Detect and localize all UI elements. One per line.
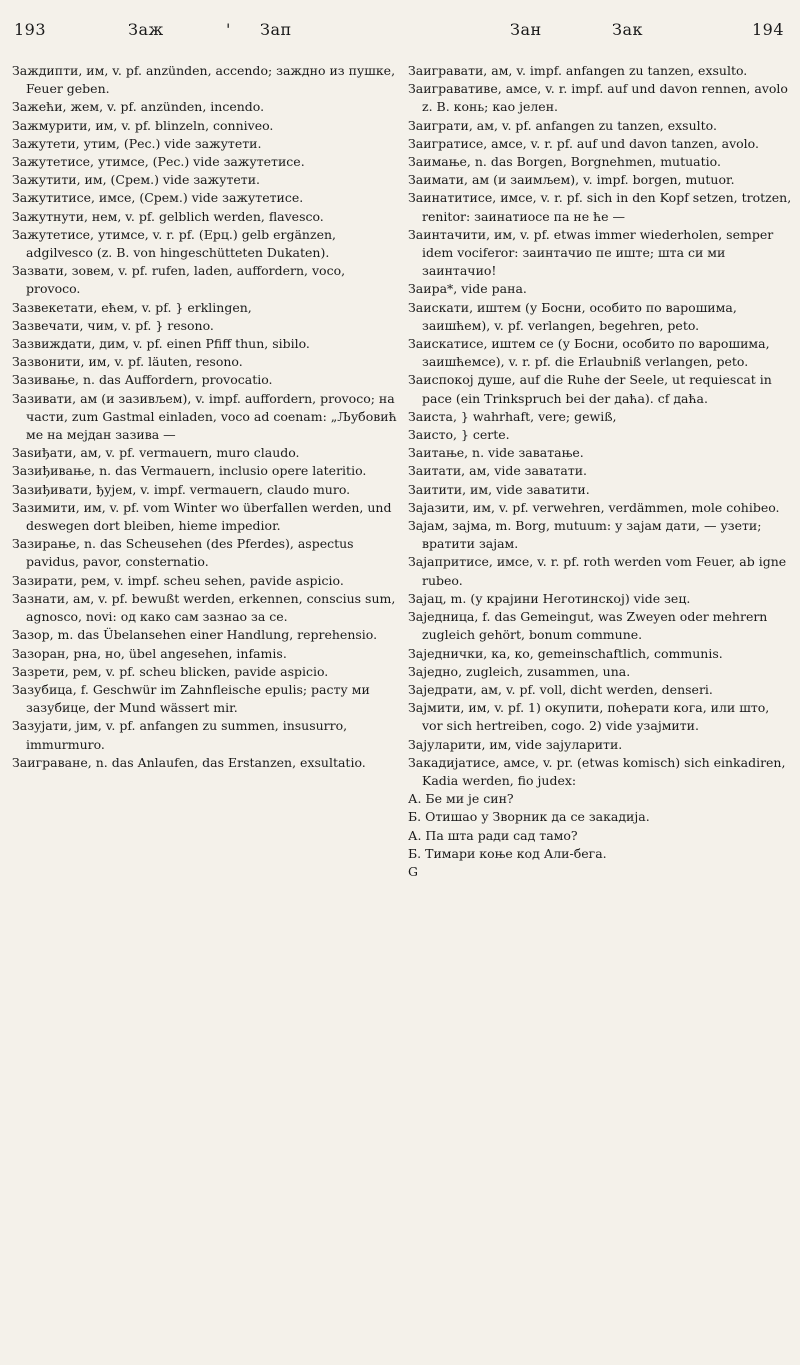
left-header-word-end: Зап: [260, 20, 292, 39]
dictionary-entry: А. Па шта ради сад тамо?: [408, 827, 578, 843]
dictionary-entry: Зазуjати, jим, v. pf. anfangen zu summen, insusurro, immurmuro.: [12, 718, 348, 752]
dictionary-entry: Зазирање, n. das Scheusehen (des Pferdes), aspectus pavidus, pavor, consternatio.: [12, 536, 354, 570]
dictionary-entry: Заиграти, ам, v. pf. anfangen zu tanzen, exsulto.: [408, 117, 717, 133]
dictionary-entry: Зазвекетати, ећем, v. pf. } erklingen,: [12, 299, 252, 315]
dictionary-entry: Зажутети, утим, (Рес.) vide зажутети.: [12, 135, 262, 151]
dictionary-entry: Заиграване, n. das Anlaufen, das Erstanzen, exsultatio.: [12, 754, 366, 770]
dictionary-entry: Зажутити, им, (Срем.) vide зажутети.: [12, 172, 261, 188]
dictionary-entry: Зажутитисе, имсе, (Срем.) vide зажутетисе.: [12, 190, 304, 206]
dictionary-entry: Зазоран, рна, но, übel angesehen, infamis.: [12, 645, 287, 661]
dictionary-entry: Заискатисе, иштем се (у Босни, особито по варошима, заишћемсе), v. r. pf. die Erlaubniß verlangen, peto.: [408, 336, 770, 370]
dictionary-entry: Заира*, vide рана.: [408, 281, 527, 297]
dictionary-entry: Зазимити, им, v. pf. vom Winter wo überfallen werden, und deswegen dort bleiben, hieme impedior.: [12, 499, 392, 534]
dictionary-entry: Заисто, } certe.: [408, 427, 510, 443]
dictionary-entry: Заждипти, им, v. pf. anzünden, accendo; заждно из пушке, Feuer geben.: [12, 63, 396, 97]
dictionary-entry: Заитити, им, vide заватити.: [408, 481, 590, 497]
dictionary-entry: Заjеднички, ка, ко, gemeinschaftlich, communis.: [408, 645, 723, 661]
dictionary-entry: Заитати, ам, vide заватати.: [408, 463, 588, 479]
dictionary-entry: Заjедница, f. das Gemeingut, was Zweyen oder mehrern zugleich gehört, bonum commune.: [408, 609, 768, 643]
right-column: [408, 62, 793, 1350]
left-column: [12, 62, 397, 1350]
dictionary-entry: Заjедно, zugleich, zusammen, una.: [408, 663, 631, 679]
dictionary-entry: Заjуларити, им, vide заjуларити.: [408, 736, 623, 752]
left-header-word-start: Заж: [128, 20, 164, 39]
dictionary-entry: Зазирати, рем, v. impf. scheu sehen, pavide aspicio.: [12, 572, 344, 588]
dictionary-entry: Зазвиждати, дим, v. pf. einen Pfiff thun, sibilo.: [12, 336, 310, 352]
dictionary-entry: Зажутетисе, утимсе, (Рес.) vide зажутетисе.: [12, 154, 305, 170]
dictionary-entry: Зазор, m. das Übelansehen einer Handlung, reprehensio.: [12, 627, 378, 643]
dictionary-entry: Заимати, ам (и заимљем), v. impf. borgen, mutuor.: [408, 172, 735, 188]
dictionary-entry: Заимање, n. das Borgen, Borgnehmen, mutuatio.: [408, 154, 721, 170]
dictionary-entry: Заѕиђати, ам, v. pf. vermauern, muro claudo.: [12, 445, 300, 461]
dictionary-entry: Зазвечати, чим, v. pf. } resono.: [12, 317, 214, 333]
right-header-word-start: Зан: [510, 20, 542, 39]
dictionary-entry: Заитање, n. vide заватање.: [408, 445, 584, 461]
dictionary-entry: Зажутетисе, утимсе, v. r. pf. (Ерц.) gelb ergänzen, adgilvesco (z. B. von hingeschütteten Dukaten).: [12, 226, 336, 261]
dictionary-entry: Зазрети, рем, v. pf. scheu blicken, pavide aspicio.: [12, 663, 329, 679]
dictionary-entry: G: [408, 863, 418, 879]
dictionary-entry: Зазиђивање, n. das Vermauern, inclusio opere lateritio.: [12, 463, 367, 479]
dictionary-entry: Заjмити, им, v. pf. 1) окупити, поћерати кога, или што, vor sich hertreiben, cogo. 2) vide узаjмити.: [408, 700, 770, 734]
dictionary-entry: Заиста, } wahrhaft, vere; gewiß,: [408, 408, 617, 424]
dictionary-entry: Зажећи, жем, v. pf. anzünden, incendo.: [12, 99, 265, 115]
dictionary-entry: Заjапритисе, имсе, v. r. pf. roth werden vom Feuer, ab igne rubeo.: [408, 554, 787, 588]
dictionary-entry: Зажутнути, нем, v. pf. gelblich werden, flavesco.: [12, 208, 324, 224]
left-header-mark: ': [226, 20, 231, 39]
dictionary-entry: Зазивање, n. das Auffordern, provocatio.: [12, 372, 273, 388]
left-page-number: 193: [14, 20, 47, 39]
dictionary-entry: Зазубица, f. Geschwür im Zahnfleische epulis; расту ми зазубице, der Mund wässert mir.: [12, 681, 370, 716]
dictionary-entry: А. Бе ми је син?: [408, 791, 514, 807]
dictionary-entry: Заинатитисе, имсе, v. r. pf. sich in den Kopf setzen, trotzen, renitor: заинатиосе па не ће —: [408, 190, 792, 224]
page-header: [0, 0, 800, 58]
dictionary-entry: Заjазити, им, v. pf. verwehren, verdämmen, mole cohibeo.: [408, 499, 780, 515]
dictionary-entry: Зазвонити, им, v. pf. läuten, resono.: [12, 354, 243, 370]
dictionary-entry: Зазнати, ам, v. pf. bewußt werden, erkennen, conscius sum, agnosco, novi: од како сам зазнао за се.: [12, 590, 396, 625]
dictionary-entry: Зазивати, ам (и зазивљем), v. impf. auffordern, provoco; на части, zum Gastmal einladen, voco ad coenam: „Љубовић ме на меjдан зазива —: [12, 390, 397, 443]
dictionary-entry: Зазвати, зовем, v. pf. rufen, laden, auffordern, voco, provoco.: [12, 263, 346, 297]
right-header-word-end: Зак: [612, 20, 644, 39]
dictionary-entry: Зазиђивати, ђуjем, v. impf. vermauern, claudo muro.: [12, 481, 351, 497]
dictionary-entry: Заjам, заjма, m. Borg, mutuum: у заjам дати, — узети; вратити заjам.: [408, 518, 762, 552]
dictionary-entry: Заискати, иштем (у Босни, особито по варошима, заишћем), v. pf. verlangen, begehren, peto.: [408, 299, 737, 333]
dictionary-entry: Б. Тимари коње код Али-бега.: [408, 845, 607, 861]
dictionary-entry: Зажмурити, им, v. pf. blinzeln, conniveo.: [12, 117, 274, 133]
dictionary-entry: Б. Отишао у Зворник да се закадија.: [408, 809, 650, 825]
dictionary-entry: Закадиjатисе, амсе, v. pr. (etwas komisch) sich einkadiren, Kadia werden, fio judex:: [408, 754, 786, 788]
dictionary-entry: Заинтачити, им, v. pf. etwas immer wiederholen, semper idem vociferor: заинтачио пе иште; шта си ми заинтачио!: [408, 226, 774, 279]
dictionary-entry: Заигратисе, амсе, v. r. pf. auf und davon tanzen, avolo.: [408, 135, 759, 151]
dictionary-entry: Заjац, m. (у краjини Неготинској) vide зец.: [408, 590, 691, 606]
dictionary-entry: Заигравативе, амсе, v. r. impf. auf und davon rennen, avolo z. B. конь; као јелен.: [408, 81, 788, 115]
right-page-number: 194: [752, 20, 785, 39]
dictionary-entry: Заиспокој душе, auf die Ruhe der Seele, ut requiescat in pace (ein Trinkspruch bei der даћа). cf даћа.: [408, 372, 772, 406]
dictionary-entry: Заигравати, ам, v. impf. anfangen zu tanzen, exsulto.: [408, 63, 748, 78]
dictionary-entry: Заjедрати, ам, v. pf. voll, dicht werden, denseri.: [408, 681, 713, 697]
